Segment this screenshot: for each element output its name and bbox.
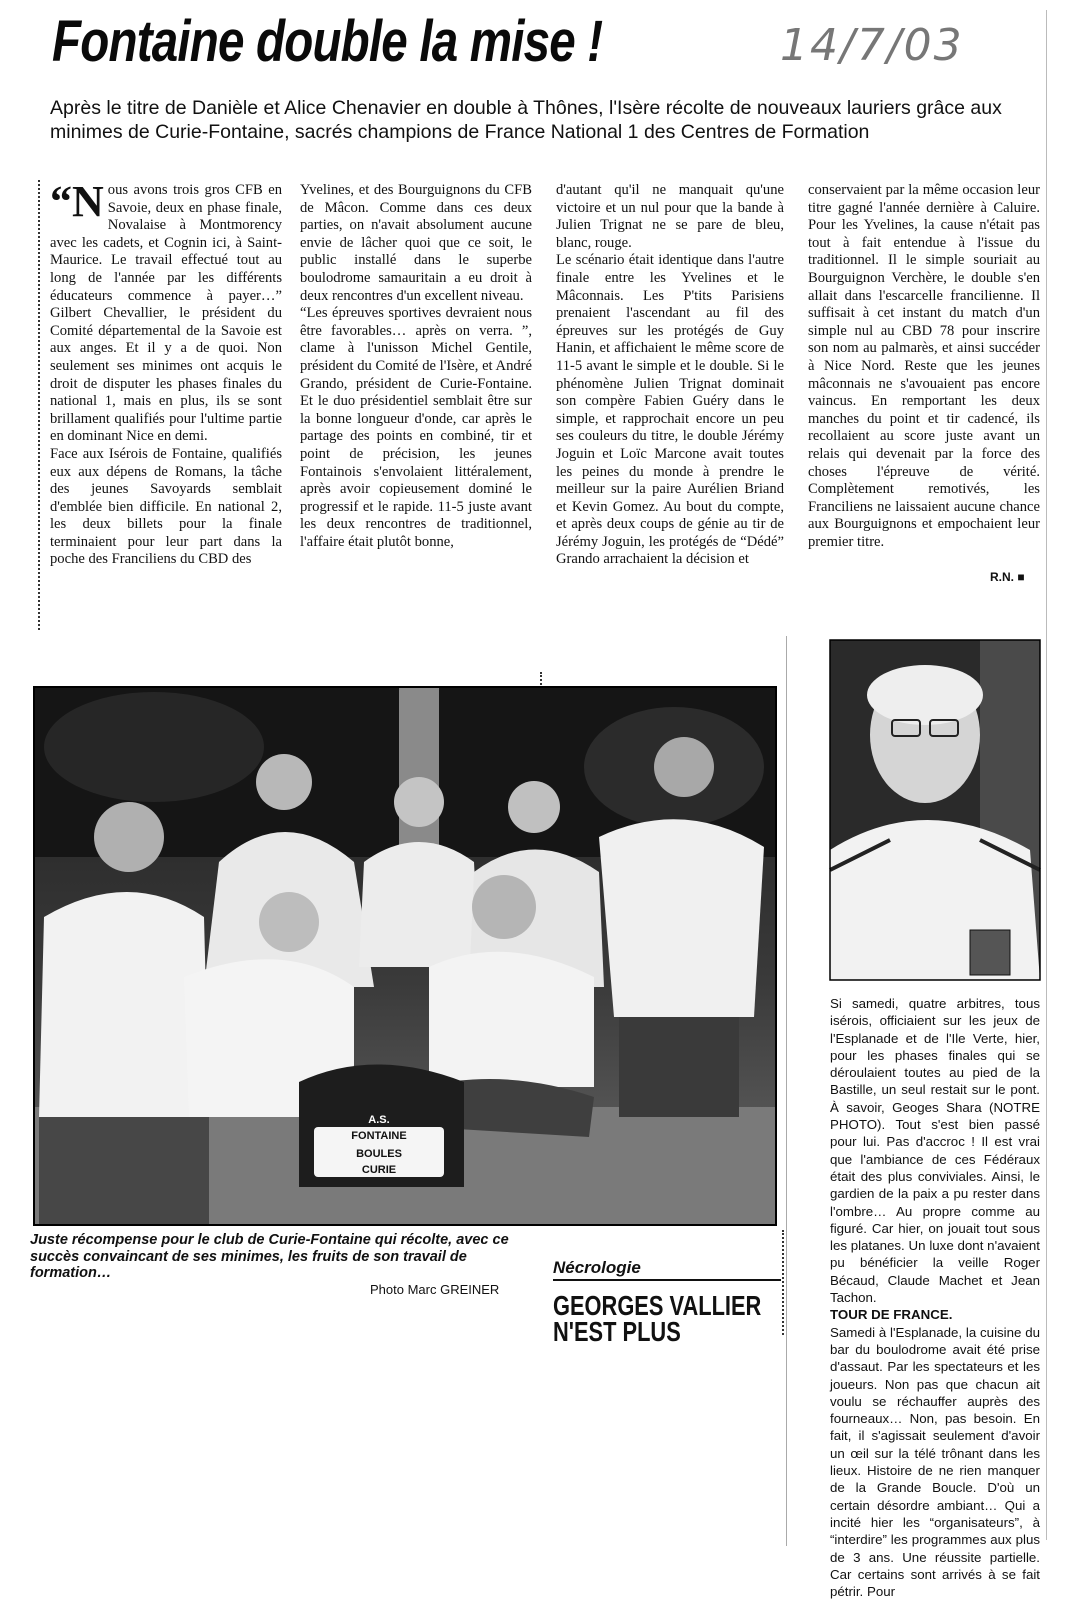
photo-caption: Juste récompense pour le club de Curie-Fontaine qui récolte, avec ce succès convaincant de ses minimes, les fruits de son travail de formation…: [30, 1232, 509, 1281]
referee-photo-image: [830, 640, 1040, 980]
bag-text-curie: CURIE: [361, 1164, 397, 1176]
necrologie-label: Nécrologie: [553, 1258, 641, 1277]
sidebar-paragraph: Si samedi, quatre arbitres, tous isérois, officiaient sur les jeux de l'Esplanade et de l'Ile Verte, hier, pour les phases finales qui se déroulaient toutes au pied de la Bastille, un seul restait sur le pont. À savoir, Geoges Shara (NOTRE PHOTO). Tout s'est bien passé pour lui. Pas d'accroc ! Il est vrai que l'ambiance de ces Fédéraux était des plus conviviales. Ainsi, le gardien de la paix a pu rester dans l'ombre… Au propre comme au figuré. Car hier, on jouait tout sous les platanes. Un luxe dont n'avaient pu bénéficier la veille Roger Bécaud, Claude Machet et Jean Tachon.: [830, 996, 1040, 1306]
sidebar-article: [830, 995, 1040, 1600]
column-divider: [38, 180, 40, 630]
article-paragraph: d'autant qu'il ne manquait qu'une victoire et un nul pour que la bande à Julien Trignat ne se pare de bleu, blanc, rouge.: [556, 182, 784, 251]
team-photo: [34, 687, 776, 1225]
signature-text: R.N.: [990, 570, 1014, 584]
necrologie-subtitle: [553, 1316, 781, 1347]
bag-text-boules: BOULES: [356, 1148, 402, 1160]
dropcap: “N: [50, 177, 104, 226]
bag-text-fontaine: FONTAINE: [351, 1130, 407, 1142]
sidebar-paragraph: Samedi à l'Esplanade, la cuisine du bar du boulodrome avait été prise d'assaut. Par les spectateurs et les joueurs. Non pas que chacun ait voulu se réchauffer auprès des fourneaux… Non, pas besoin. En fait, il s'agissait seulement d'avoir un œil sur la télé trônant dans les lieux. Histoire de ne rien manquer de la Grande Boucle. D'où un certain désordre ambiant… Qui a incité hier les “organisateurs”, à “interdire” les programmes aux plus de 3 ans. Une réussite partielle. Car certains sont arrivés à se fait pétrir. Pour: [830, 1324, 1040, 1600]
photo-credit: Photo Marc GREINER: [370, 1282, 500, 1297]
page-edge-rule: [1046, 10, 1048, 1540]
article-paragraph: conservaient par la même occasion leur titre gagné l'année dernière à Caluire. Pour les Yvelines, la cause n'était pas tout à fait entendue à l'issue du traditionnel. Il le simple souriait au Bourguignon Verchère, le double s'en allait dans l'escarcelle francilienne. Il suffisait à cet instant du match d'un simple nul au CBD 78 pour inscrire son nom au palmarès, et ainsi succéder à Nice Nord. Reste que les jeunes mâconnais ne s'avouaient pas encore vaincus. En remportant les deux manches du point et tir cadencé, ils recollaient au score juste avant un relais qui devenait par la force des choses l'épreuve de vérité. Complètement remotivés, les Franciliens ne laissaient aucune chance aux Bourguignons et empochaient leur premier titre.: [808, 182, 1040, 550]
article-column-4: [808, 182, 1040, 551]
subheadline: Après le titre de Danièle et Alice Chenavier en double à Thônes, l'Isère récolte de nouveaux lauriers grâce aux minimes de Curie-Fontaine, sacrés champions de France National 1 des Centres de Formation: [50, 97, 1002, 143]
article-column-2: [300, 182, 532, 551]
column-divider: [782, 1230, 784, 1335]
article-paragraph: Face aux Isérois de Fontaine, qualifiés eux aux dépens de Romans, la tâche des jeunes Savoyards semblait d'emblée bien difficile. En national 2, les deux billets pour la finale terminaient pour leur part dans la poche des Franciliens du CBD des: [50, 445, 282, 568]
sidebar-subheading: TOUR DE FRANCE.: [830, 1307, 953, 1323]
necrologie-title: GEORGES VALLIER: [553, 1290, 762, 1321]
article-paragraph: “Les épreuves sportives devraient nous être favorables… après on verra. ”, clame à l'unisson Michel Gentile, président du Comité de l'Isère, et André Grando, président de Curie-Fontaine. Et le duo présidentiel semblait être sur la bonne longueur d'onde, car après le partage des points en combiné, tir et point de précision, les jeunes Fontainois s'envolaient littéralement, après avoir copieusement dominé le progressif et le rapide. 11-5 juste avant les deux rencontres de traditionnel, l'affaire était plutôt bonne,: [300, 305, 532, 550]
article-column-1: [50, 177, 282, 569]
article-paragraph: Yvelines, et des Bourguignons du CFB de Mâcon. Comme dans ces deux parties, on n'avait absolument aucune envie de lâcher quoi que ce soit, le public installé dans le superbe boulodrome samauritain a eu droit à deux rencontres d'un excellent niveau.: [300, 182, 532, 304]
author-signature: R.N. ■: [990, 570, 1025, 584]
handwritten-date: 14/7/03: [780, 20, 964, 71]
necrologie-subtitle-text: N'EST PLUS: [553, 1316, 681, 1347]
bag-text-as: A.S.: [368, 1114, 390, 1126]
headline: Fontaine double la mise !: [52, 9, 603, 74]
article-column-3: [556, 182, 784, 569]
referee-photo: [830, 640, 1040, 980]
column-rule: [786, 636, 788, 1546]
team-photo-image: [34, 687, 776, 1225]
article-paragraph: ous avons trois gros CFB en Savoie, deux en phase finale, Novalaise à Montmorency avec les cadets, et Cognin ici, à Saint-Maurice. Le travail effectué tout au long de l'année par les différents éducateurs commence à payer…” Gilbert Chevallier, le président du Comité départemental de la Savoie est aux anges. Et il y a de quoi. Non seulement ses minimes ont acquis le droit de disputer les phases finales du national 1, mais en plus, ils se sont brillament qualifiés pour l'ultime partie en dominant Nice en demi.: [50, 182, 282, 445]
necrologie-rule: [553, 1279, 781, 1281]
article-paragraph: Le scénario était identique dans l'autre finale entre les Yvelines et le Mâconnais. Les P'tits Parisiens prenaient l'ascendant au fil des épreuves sur les protégés de Guy Hanin, et affichaient le même score de 11-5 avant le simple et le double. Si le phénomène Julien Trignat dominait son compère Fabien Guéry dans le simple, et rapprochait encore un peu ses couleurs du titre, le double Jérémy Joguin et Loïc Marcone avait toutes les peines du monde à prendre le meilleur sur la paire Aurélien Briand et Kevin Gomez. Au bout du compte, et après deux coups de génie au tir de Jérémy Joguin, les protégés de “Dédé” Grando arrachaient la décision et: [556, 252, 784, 568]
